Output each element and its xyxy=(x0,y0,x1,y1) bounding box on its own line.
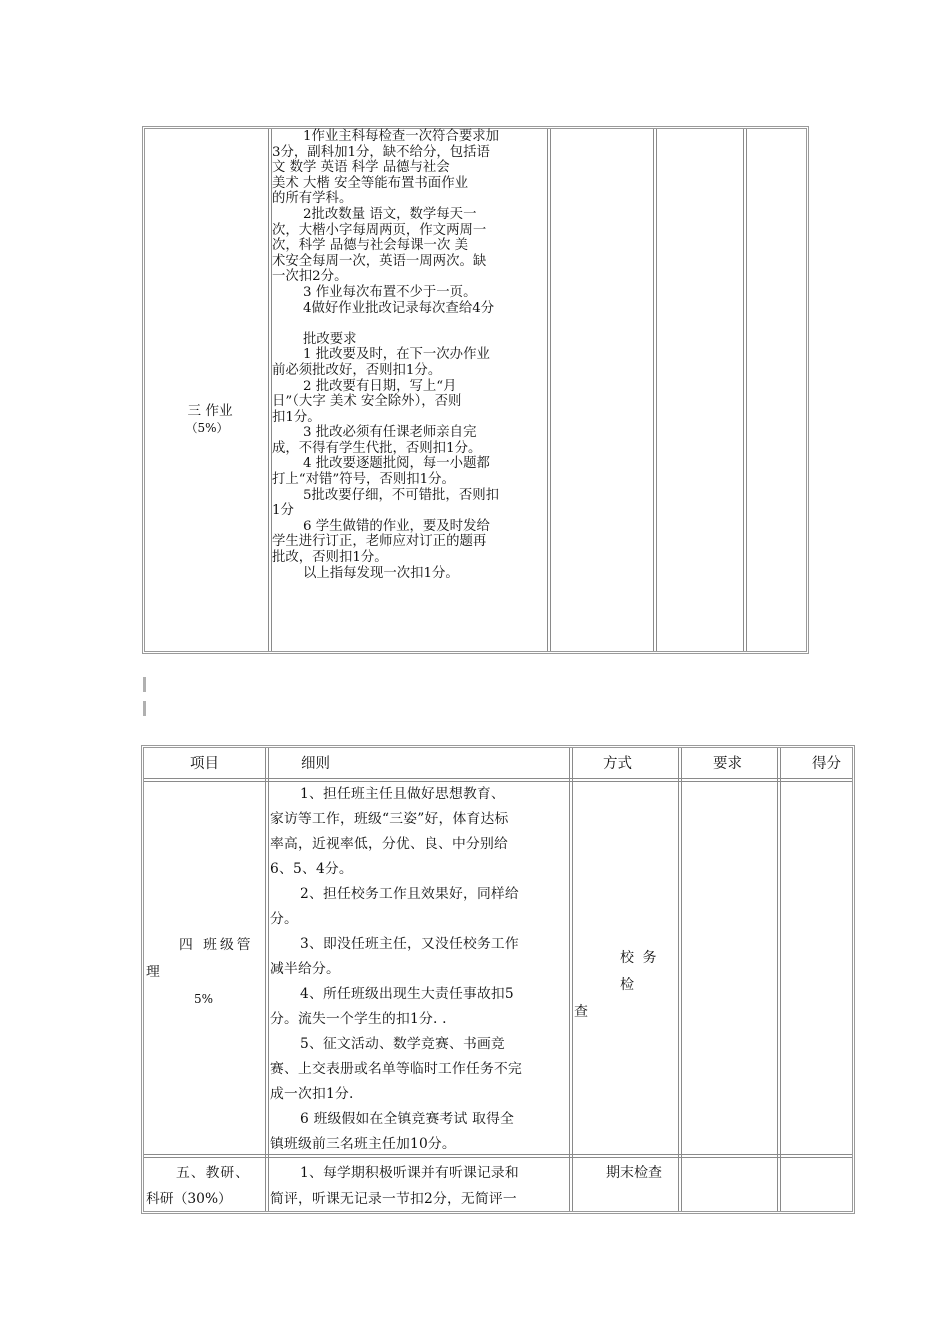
item-cell xyxy=(146,932,266,1013)
management-table xyxy=(141,745,855,1214)
detail-line: 5批改要仔细，不可错批，否则扣 xyxy=(303,487,499,503)
method-cell xyxy=(574,945,678,1026)
detail-line: 1、担任班主任且做好思想教育、 xyxy=(300,786,505,802)
detail-line: 简评，听课无记录一节扣2分，无简评一 xyxy=(270,1191,517,1207)
item-title: 三 作业 xyxy=(187,403,233,419)
detail-line: 减半给分。 xyxy=(270,961,340,977)
detail-line: 4、所任班级出现生大责任事故扣5 xyxy=(300,986,514,1002)
row-class-management xyxy=(144,782,852,1154)
item-title: 五、教研、 xyxy=(176,1165,250,1181)
score-cell xyxy=(747,129,807,651)
detail-line: 镇班级前三名班主任加10分。 xyxy=(270,1136,456,1152)
detail-line: 4 批改要逐题批阅，每一小题都 xyxy=(303,456,490,472)
header-requirement: 要求 xyxy=(713,756,742,772)
detail-line: 分。 xyxy=(270,911,298,927)
detail-line: 率高，近视率低，分优、良、中分别给 xyxy=(270,836,508,852)
detail-line: 5、征文活动、数学竞赛、书画竞 xyxy=(300,1036,505,1052)
item-cell xyxy=(146,1160,266,1212)
requirement-cell xyxy=(657,129,743,651)
detail-line: 批改，否则扣1分。 xyxy=(272,550,388,566)
header-method: 方式 xyxy=(603,756,632,772)
detail-line: 成，不得有学生代批，否则扣1分。 xyxy=(272,440,482,456)
detail-line: 3、即没任班主任，又没任校务工作 xyxy=(300,936,519,952)
detail-line: 1分 xyxy=(272,503,294,519)
detail-line: 成一次扣1分. xyxy=(270,1086,354,1102)
detail-line: 美术 大楷 安全等能布置书面作业 xyxy=(272,175,468,191)
detail-line: 分。流失一个学生的扣1分. . xyxy=(270,1011,447,1027)
header-score: 得分 xyxy=(812,756,841,772)
item-title-cont: 科研（30%） xyxy=(146,1191,232,1207)
detail-line: 1 批改要及时，在下一次办作业 xyxy=(303,347,490,363)
row-teaching-research xyxy=(144,1158,852,1216)
item-title-cont: 理 xyxy=(146,964,160,980)
detail-line: 6 学生做错的作业，要及时发给 xyxy=(303,518,490,534)
detail-line: 赛、上交表册或名单等临时工作任务不完 xyxy=(270,1061,522,1077)
detail-line: 6、5、4分。 xyxy=(270,861,353,877)
detail-line: 3 作业每次布置不少于一页。 xyxy=(303,284,477,300)
detail-line: 学生进行订正，老师应对订正的题再 xyxy=(272,534,487,550)
detail-line: 2批改数量 语文，数学每天一 xyxy=(303,206,477,222)
detail-cell xyxy=(270,1160,572,1212)
separator-mark xyxy=(143,677,146,692)
detail-line xyxy=(272,316,550,332)
detail-line: 2、担任校务工作且效果好，同样给 xyxy=(300,886,519,902)
detail-cell xyxy=(270,782,572,1157)
item-weight: 5% xyxy=(194,992,214,1006)
separator-mark xyxy=(143,701,146,716)
detail-line: 前必须批改好，否则扣1分。 xyxy=(272,362,442,378)
detail-line: 次，科学 品德与社会每课一次 美 xyxy=(272,238,468,254)
detail-line: 批改要求 xyxy=(303,331,357,347)
item-cell xyxy=(145,129,269,651)
detail-line: 次，大楷小字每周两页，作文两周一 xyxy=(272,222,487,238)
detail-line: 打上“对错”符号，否则扣1分。 xyxy=(272,472,455,488)
item-weight: （5%） xyxy=(185,421,229,435)
item-title: 四 班级管 xyxy=(179,937,254,953)
detail-line: 扣1分。 xyxy=(272,409,321,425)
detail-line: 1、每学期积极听课并有听课记录和 xyxy=(300,1165,519,1181)
detail-line: 一次扣2分。 xyxy=(272,269,348,285)
detail-line: 以上指每发现一次扣1分。 xyxy=(303,565,459,581)
header-item: 项目 xyxy=(190,756,219,772)
method-text-cont: 查 xyxy=(574,1004,588,1020)
detail-line: 3分，副科加1分，缺不给分，包括语 xyxy=(272,144,490,160)
detail-line: 1作业主科每检查一次符合要求加 xyxy=(303,129,499,144)
method-text: 期末检查 xyxy=(606,1165,662,1181)
method-text: 校 务 检 xyxy=(620,950,659,993)
detail-line: 术安全每周一次，英语一周两次。缺 xyxy=(272,253,487,269)
header-detail: 细则 xyxy=(301,756,330,772)
detail-line: 文 数学 英语 科学 品德与社会 xyxy=(272,160,450,176)
homework-table xyxy=(142,126,809,654)
detail-line: 日”（大字 美术 安全除外），否则 xyxy=(272,394,462,410)
method-cell xyxy=(551,129,653,651)
detail-line: 2 批改要有日期，写上“月 xyxy=(303,378,457,394)
detail-line: 3 批改必须有任课老师亲自完 xyxy=(303,425,477,441)
detail-line: 的所有学科。 xyxy=(272,191,353,207)
detail-line: 6 班级假如在全镇竞赛考试 取得全 xyxy=(300,1111,515,1127)
detail-cell xyxy=(272,129,550,651)
detail-line: 4做好作业批改记录每次查给4分 xyxy=(303,300,495,316)
detail-line: 家访等工作，班级“三姿”好，体育达标 xyxy=(270,811,509,827)
